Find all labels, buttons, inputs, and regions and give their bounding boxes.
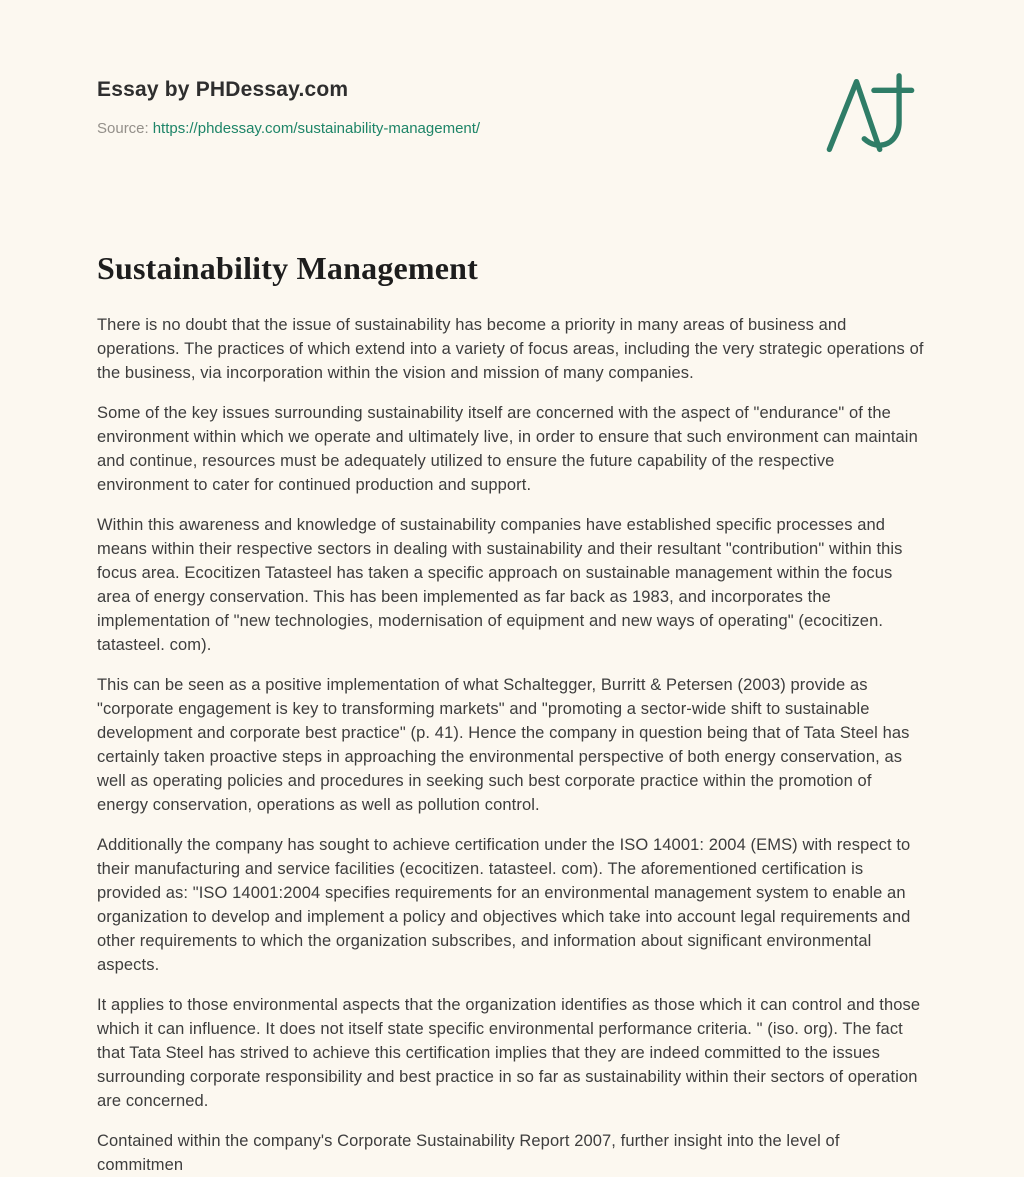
article-paragraph: Some of the key issues surrounding sustainability itself are concerned with the aspect of "endurance" of the environment within which we operate and ultimately live, in order to ensure that such environment can maintain and continue, resources must be adequately utilized to ensure the future capability of the respective environment to cater for continued production and support. [97,404,918,494]
article-paragraph: There is no doubt that the issue of sustainability has become a priority in many areas of business and operations. The practices of which extend into a variety of focus areas, including the very strategic operations of the business, via incorporation within the vision and mission of many companies. [97,316,924,382]
article-paragraph: It applies to those environmental aspects that the organization identifies as those which it can control and those which it can influence. It does not itself state specific environmental performance criteria. " (iso. org). The fact that Tata Steel has strived to achieve this certification implies that they are indeed committed to the issues surrounding corporate responsibility and best practice in so far as sustainability within their sectors of operation are concerned. [97,996,921,1110]
article [97,250,927,1177]
logo-j-stroke [864,76,899,145]
phdessay-logo-icon [815,70,927,162]
article-paragraph: Contained within the company's Corporate Sustainability Report 2007, further insight into the level of commitmen [97,1132,840,1174]
header-text-block [97,72,480,137]
article-paragraph: Within this awareness and knowledge of sustainability companies have established specific processes and means within their respective sectors in dealing with sustainability and their resultant "contribution" within this focus area. Ecocitizen Tatasteel has taken a specific approach on sustainable management within the focus area of energy conservation. This has been implemented as far back as 1983, and incorporates the implementation of "new technologies, modernisation of equipment and new ways of operating" (ecocitizen. tatasteel. com). [97,516,903,654]
article-paragraph: This can be seen as a positive implementation of what Schaltegger, Burritt & Petersen (2003) provide as "corporate engagement is key to transforming markets" and "promoting a sector-wide shift to sustainable development and corporate best practice" (p. 41). Hence the company in question being that of Tata Steel has certainly taken proactive steps in approaching the environmental perspective of both energy conservation, as well as operating policies and procedures in seeking such best corporate practice within the promotion of energy conservation, operations as well as pollution control. [97,676,910,814]
page-header [97,72,927,162]
source-url-link[interactable]: https://phdessay.com/sustainability-management/ [152,120,481,137]
article-title: Sustainability Management [97,250,479,286]
byline: Essay by PHDessay.com [97,78,349,101]
source-label: Source: [97,120,149,137]
source-line [97,120,480,137]
article-paragraph: Additionally the company has sought to achieve certification under the ISO 14001: 2004 (EMS) with respect to their manufacturing and service facilities (ecocitizen. tatasteel. com). The aforementioned certification is provided as: "ISO 14001:2004 specifies requirements for an environmental management system to enable an organization to develop and implement a policy and objectives which take into account legal requirements and other requirements to which the organization subscribes, and information about significant environmental aspects. [97,836,911,974]
article-body [97,313,927,1177]
